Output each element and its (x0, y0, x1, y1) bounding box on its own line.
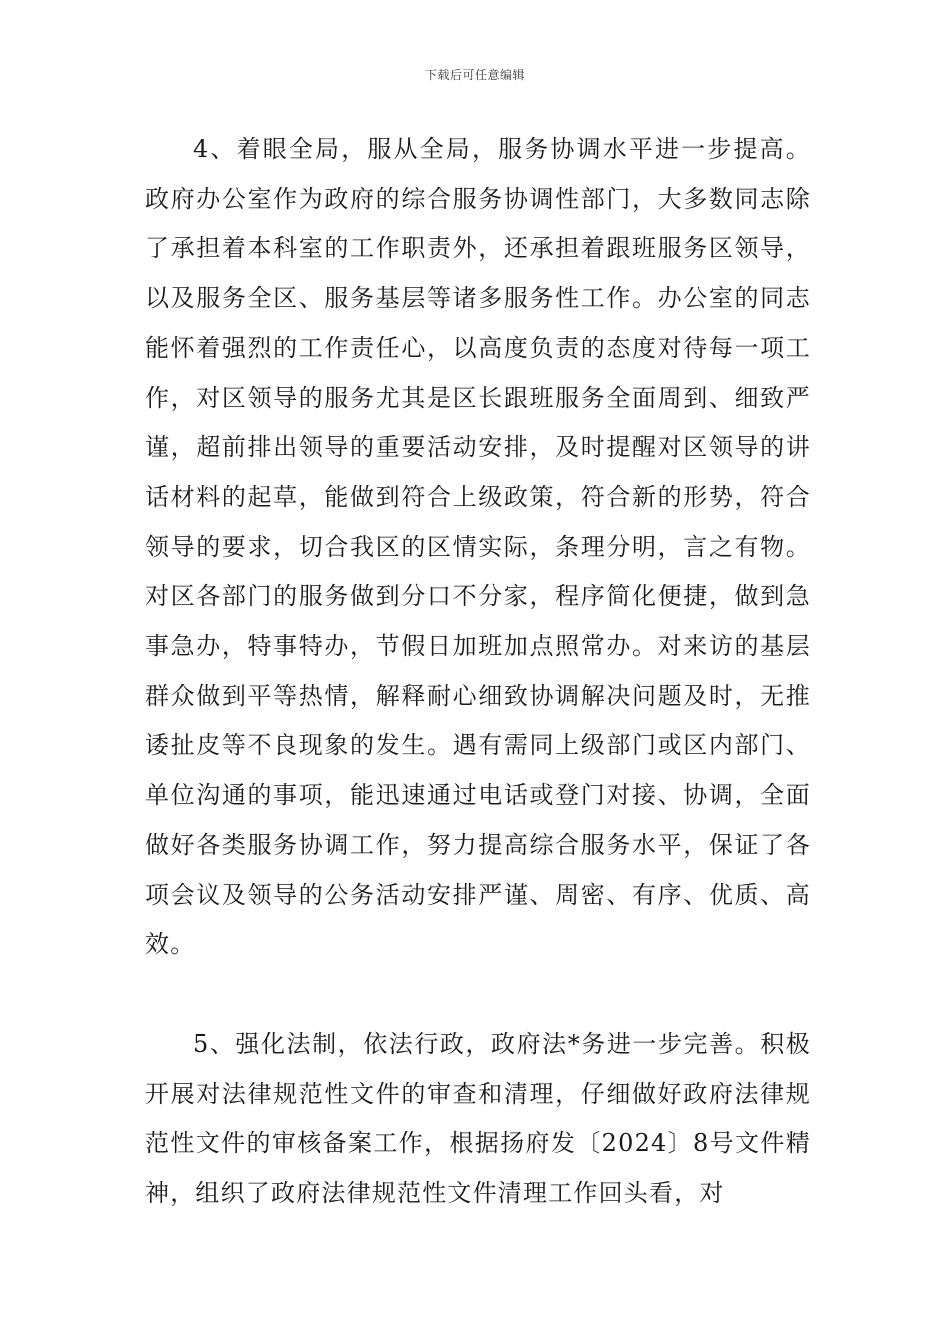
document-body (145, 125, 811, 1219)
paragraph-5: 5、强化法制，依法行政，政府法*务进一步完善。积极开展对法律规范性文件的审查和清理，仔细做好政府法律规范性文件的审核备案工作，根据扬府发〔2024〕8号文件精神，组织了政府法律规范性文件清理工作回头看，对 (145, 1029, 811, 1208)
page-header-note: 下载后可任意编辑 (424, 68, 525, 82)
paragraph-4: 4、着眼全局，服从全局，服务协调水平进一步提高。政府办公室作为政府的综合服务协调性部门，大多数同志除了承担着本科室的工作职责外，还承担着跟班服务区领导，以及服务全区、服务基层等诸多服务性工作。办公室的同志能怀着强烈的工作责任心，以高度负责的态度对待每一项工作，对区领导的服务尤其是区长跟班服务全面周到、细致严谨，超前排出领导的重要活动安排，及时提醒对区领导的讲话材料的起草，能做到符合上级政策，符合新的形势，符合领导的要求，切合我区的区情实际，条理分明，言之有物。对区各部门的服务做到分口不分家，程序简化便捷，做到急事急办，特事特办，节假日加班加点照常办。对来访的基层群众做到平等热情，解释耐心细致协调解决问题及时，无推诿扯皮等不良现象的发生。遇有需同上级部门或区内部门、单位沟通的事项，能迅速通过电话或登门对接、协调，全面做好各类服务协调工作，努力提高综合服务水平，保证了各项会议及领导的公务活动安排严谨、周密、有序、优质、高效。 (145, 135, 811, 959)
